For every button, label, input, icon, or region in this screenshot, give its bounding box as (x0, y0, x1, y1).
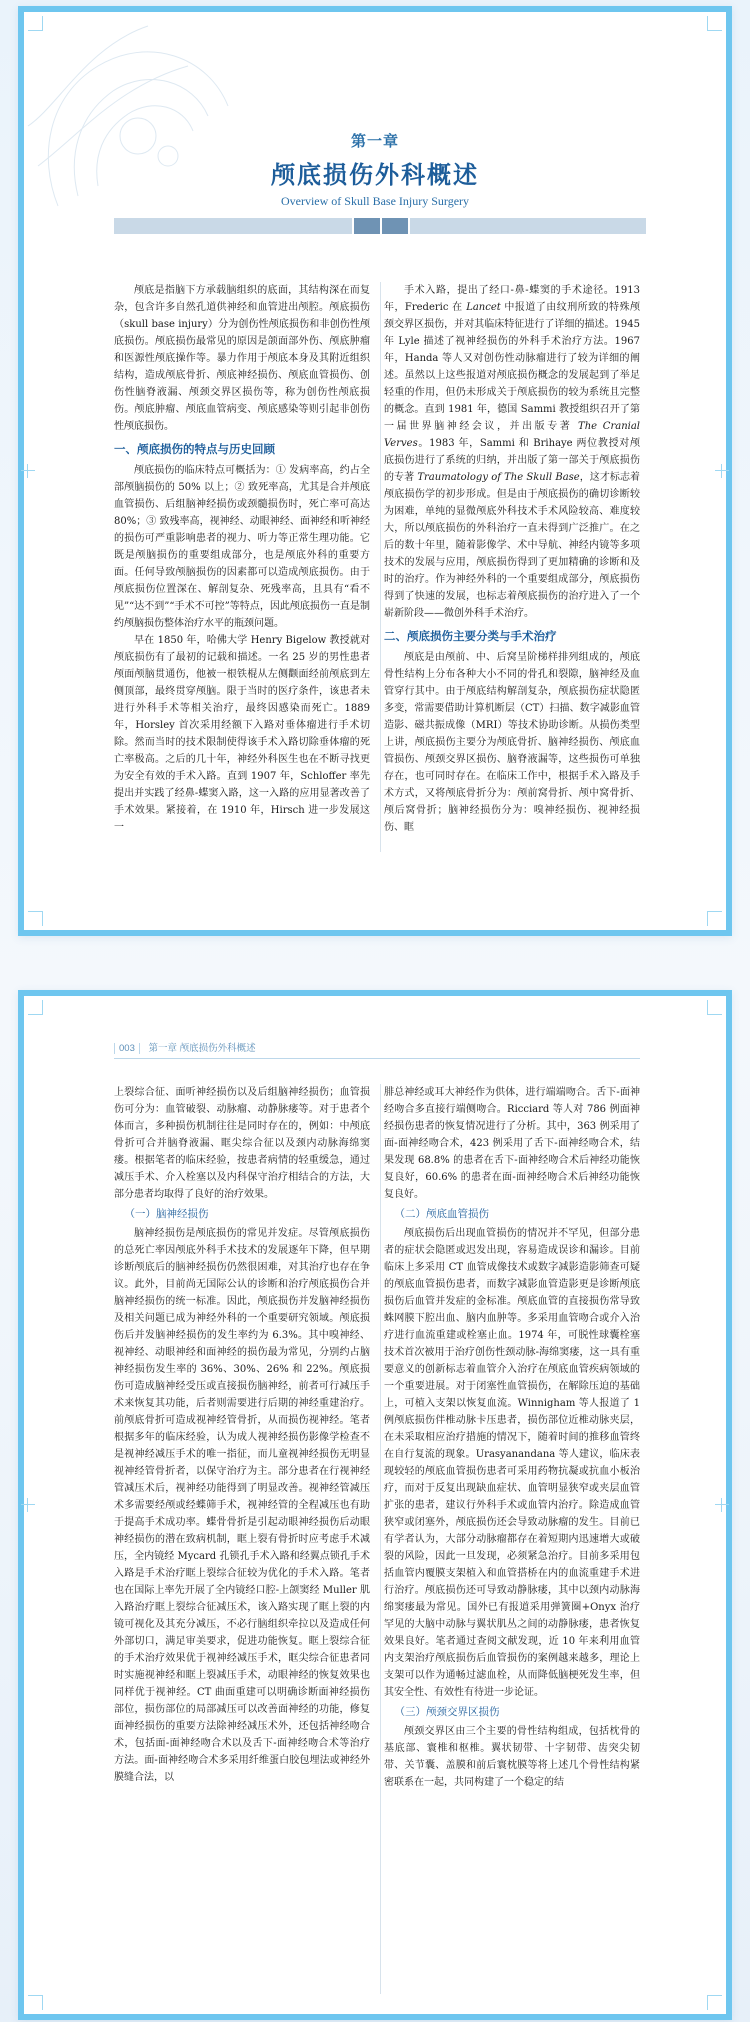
column-divider (380, 1084, 381, 1994)
paragraph: 上裂综合征、面听神经损伤以及后组脑神经损伤；血管损伤可分为：血管破裂、动脉瘤、动静脉瘘等。对于患者个体而言，多种损伤机制往往是同时存在的，例如：中颅底骨折可合并脑脊液漏、眶尖综合征以及颈内动脉海绵窦瘘。根据笔者的临床经验，按患者病情的轻重缓急，通过减压手术、介入栓塞以及内科保守治疗相结合的方法，大部分患者均取得了良好的治疗效果。 (114, 1087, 370, 1200)
section-heading: （三）颅颈交界区损伤 (394, 1706, 500, 1718)
chapter-title-bar (114, 218, 646, 234)
paragraph: 腓总神经或耳大神经作为供体，进行端端吻合。舌下-面神经吻合多直接行端侧吻合。Ricciard 等人对 786 例面神经损伤患者的恢复情况进行了分析。其中，363 例采用了面-面神经吻合术，423 例采用了舌下-面神经吻合术，结果发现 68.8% 的患者在舌下-面神经吻合术后神经功能恢复良好，60.6% 的患者在面-面神经吻合术后神经功能恢复良好。 (384, 1087, 640, 1200)
chapter-title: 颅底损伤外科概述 (271, 160, 479, 189)
section-heading: （二）颅底血管损伤 (394, 1208, 489, 1220)
running-title: 第一章 颅底损伤外科概述 (148, 1043, 256, 1054)
paragraph: 早在 1850 年，哈佛大学 Henry Bigelow 教授就对颅底损伤有了最初的记载和描述。一名 25 岁的男性患者颅面颅脑贯通伤，他被一根铁棍从左侧颧面经前颅底到左侧顶部，最终贯穿颅脑。限于当时的医疗条件，该患者未进行外科手术等相关治疗，最终因感染而死亡。1889 年，Horsley 首次采用经额下入路对垂体瘤进行手术切除。然而当时的技术限制使得该手术入路切除垂体瘤的死亡率极高。之后的几十年，神经外科医生也在不断寻找更为安全有效的手术入路。直到 1907 年，Schloffer 率先提出并实践了经鼻-蝶窦入路，这一入路的应用显著改善了手术效果。紧接着，在 1910 年，Hirsch 进一步发展这一 (114, 635, 370, 833)
chapter-heading (24, 130, 726, 209)
paragraph: 脑神经损伤是颅底损伤的常见并发症。尽管颅底损伤的总死亡率因颅底外科手术技术的发展逐年下降，但早期诊断颅底后的脑神经损伤仍然很困难，对其治疗也存在争议。此外，目前尚无国际公认的诊断和治疗颅底损伤合并脑神经损伤的统一标准。因此，颅底损伤并发脑神经损伤及相关问题已成为神经外科的一个重要研究领域。颅底损伤后并发脑神经损伤的发生率约为 6.3%。其中嗅神经、视神经、动眼神经和面神经的损伤最为常见，分别约占脑神经损伤发生率的 36%、30%、26% 和 22%。颅底损伤可造成脑神经受压或直接损伤脑神经，前者可行减压手术来恢复其功能，后者则需要进行后期的神经重建治疗。前颅底骨折可造成视神经管骨折，从而损伤视神经。笔者根据多年的临床经验，认为成人视神经损伤影像学检查不是视神经减压手术的唯一指征，而儿童视神经损伤无明显视神经管骨折者，以保守治疗为主。部分患者在行视神经管减压术后，视神经功能得到了明显改善。视神经管减压术多需要经颅或经蝶筛手术，视神经管的全程减压也有助于提高手术成功率。蝶骨骨折是引起动眼神经损伤后动眼神经损伤的潜在致病机制，眶上裂有骨折时应考虑手术减压，全内镜经 Mycard 孔锁孔手术入路和经翼点锁孔手术入路是手术治疗眶上裂综合征较为优化的手术入路。笔者也在国际上率先开展了全内镜经口腔-上颌窦经 Muller 肌入路治疗眶上裂综合征减压术，该入路实现了眶上裂的内镜可视化及其充分减压，不必行脑组织牵拉以及造成任何外部切口，满足审美要求，促进功能恢复。眶上裂综合征的手术治疗效果优于视神经减压手术，眶尖综合征患者同时实施视神经和眶上裂减压手术，动眼神经的恢复效果也同样优于视神经。CT 曲面重建可以明确诊断面神经损伤部位，损伤部位的局部减压可以改善面神经的功能，修复面神经损伤的重要方法除神经减压术外，还包括神经吻合术，包括面-面神经吻合术以及舌下-面神经吻合术等治疗方法。面-面神经吻合术多采用纤维蛋白胶包埋法或神经外膜缝合法，以 (114, 1228, 370, 1783)
section-heading: 一、颅底损伤的特点与历史回顾 (114, 442, 275, 456)
registration-mark (21, 464, 35, 478)
registration-mark (21, 1498, 35, 1512)
column-divider (380, 282, 381, 852)
paragraph: 颅底损伤后出现血管损伤的情况并不罕见，但部分患者的症状会隐匿或迟发出现，容易造成误诊和漏诊。目前临床上多采用 CT 血管成像技术或数字减影造影筛查可疑的颅底血管损伤患者，而数字减影血管造影更是诊断颅底损伤后血管并发症的金标准。颅底血管的直接损伤常导致蛛网膜下腔出血、脑内血肿等。多采用血管吻合或介入治疗进行血流重建或栓塞止血。1974 年，可脱性球囊栓塞技术首次被用于治疗创伤性颈动脉-海绵窦瘘，这一具有重要意义的创新标志着血管介入治疗在颅底血管疾病领域的一个重要进展。对于闭塞性血管损伤，在解除压迫的基础上，可植入支架以恢复血流。Winnigham 等人报道了 1 例颅底损伤伴椎动脉卡压患者，损伤部位近椎动脉夹层，在未采取相应治疗措施的情况下，随着时间的推移血管终在自行复流的现象。Urasyanandana 等人建议，临床表现较轻的颅底血管损伤患者可采用药物抗凝或抗血小板治疗，而对于反复出现缺血症状、血管明显狭窄或夹层血管扩张的患者，建议行外科手术或血管内治疗。除造成血管狭窄或闭塞外，颅底损伤还会导致动脉瘤的发生。目前已有学者认为，大部分动脉瘤都存在着短期内迅速增大或破裂的风险，因此一旦发现，必须紧急治疗。目前多采用包括血管内覆膜支架植入和血管搭桥在内的血流重建手术进行治疗。颅底损伤还可导致动静脉瘘，其中以颈内动脉海绵窦瘘最为常见。国外已有报道采用弹簧圈+Onyx 治疗罕见的大脑中动脉与翼状肌丛之间的动静脉瘘，患者恢复效果良好。笔者通过查阅文献发现，近 10 年来利用血管内支架治疗颅底损伤后血管损伤的案例越来越多，理论上支架可以作为通畅过滤血栓，从而降低脑梗死发生率，但其安全性、有效性有待进一步论证。 (384, 1228, 640, 1698)
document-page-1 (18, 6, 732, 936)
left-column (114, 1084, 370, 1791)
body-columns (114, 282, 640, 836)
document-page-2 (18, 990, 732, 2020)
section-heading: （一）脑神经损伤 (124, 1208, 209, 1220)
right-column (384, 1084, 640, 1791)
running-header (114, 1040, 640, 1059)
right-column (384, 282, 640, 836)
paragraph: 手术入路，提出了经口-鼻-蝶窦的手术途径。1913 年，Frederic 在 Lancet 中报道了由纹刑所致的特殊颅颈交界区损伤，并对其临床特征进行了详细的描述。1945 年 Lyle 描述了视神经损伤的外科手术治疗方法。1967 年，Handa 等人又对创伤性动脉瘤进行了较为详细的阐述。虽然以上这些报道对颅底损伤概念的发展起到了举足轻重的作用，但仍未形成关于颅底损伤的较为系统且完整的概念。直到 1981 年，德国 Sammi 教授组织召开了第一届世界脑神经会议，并出版专著 The Cranial Verves。1983 年，Sammi 和 Brihaye 两位教授对颅底损伤进行了系统的归纳，并出版了第一部关于颅底损伤的专著 Traumatology of The Skull Base，这才标志着颅底损伤学的初步形成。但是由于颅底损伤的确切诊断较为困难，单纯的显微颅底外科技术手术风险较高、难度较大，所以颅底损伤的外科治疗一直未得到广泛推广。在之后的数十年里，随着影像学、术中导航、神经内镜等多项技术的发展与应用，颅底损伤得到了更加精确的诊断和及时的治疗。作为神经外科的一个重要组成部分，颅底损伤得到了快速的发展，也标志着颅底损伤的治疗进入了一个崭新阶段——微创外科手术治疗。 (384, 285, 640, 619)
paragraph: 颅底是由颅前、中、后窝呈阶梯样排列组成的，颅底骨性结构上分布各种大小不同的骨孔和裂隙，脑神经及血管穿行其中。由于颅底结构解剖复杂，颅底损伤症状隐匿多变，常需要借助计算机断层（CT）扫描、数字减影血管造影、磁共振成像（MRI）等技术协助诊断。从损伤类型上讲，颅底损伤主要分为颅底骨折、脑神经损伤、颅底血管损伤、颅颈交界区损伤、脑脊液漏等，这些损伤可单独存在，也可同时存在。在临床工作中，根据手术入路及手术方式，又将颅底骨折分为：颅前窝骨折、颅中窝骨折、颅后窝骨折；脑神经损伤分为：嗅神经损伤、视神经损伤、眶 (384, 652, 640, 833)
paragraph: 颅颈交界区由三个主要的骨性结构组成，包括枕骨的基底部、寰椎和枢椎。翼状韧带、十字韧带、齿突尖韧带、关节囊、盖膜和前后寰枕膜等将上述几个骨性结构紧密联系在一起，共同构建了一个稳定的结 (384, 1726, 640, 1788)
left-column (114, 282, 370, 836)
page-number: 003 (114, 1043, 140, 1054)
registration-mark (715, 464, 729, 478)
paragraph: 颅底是指脑下方承载脑组织的底面，其结构深在而复杂，包含许多自然孔道供神经和血管进出颅腔。颅底损伤（skull base injury）分为创伤性颅底损伤和非创伤性颅底损伤。颅底损伤最常见的原因是颌面部外伤、颅底肿瘤和医源性颅底操作等。暴力作用于颅底本身及其附近组织结构，造成颅底骨折、颅底神经损伤、颅底血管损伤、创伤性脑脊液漏、颅颈交界区损伤等，称为创伤性颅底损伤。颅底肿瘤、颅底血管病变、颅底感染等则引起非创伤性颅底损伤。 (114, 285, 370, 432)
chapter-label: 第一章 (350, 132, 399, 150)
paragraph: 颅底损伤的临床特点可概括为：① 发病率高，约占全部颅脑损伤的 50% 以上；② 致死率高，尤其是合并颅底血管损伤、后组脑神经损伤或颈髓损伤时，死亡率可高达 80%；③ 致残率高，视神经、动眼神经、面神经和听神经的损伤可严重影响患者的视力、听力等正常生理功能。它既是颅脑损伤的重要组成部分，也是颅底外科的重要方面。任何导致颅脑损伤的因素都可以造成颅底损伤。由于颅底损伤位置深在、解剖复杂、死残率高，且具有“看不见”“达不到”“手术不可控”等特点，因此颅底损伤一直是制约颅脑损伤整体治疗水平的瓶颈问题。 (114, 465, 370, 629)
chapter-title-english: Overview of Skull Base Injury Surgery (280, 194, 470, 208)
section-heading: 二、颅底损伤主要分类与手术治疗 (384, 629, 557, 643)
registration-mark (715, 1498, 729, 1512)
body-columns (114, 1084, 640, 1791)
